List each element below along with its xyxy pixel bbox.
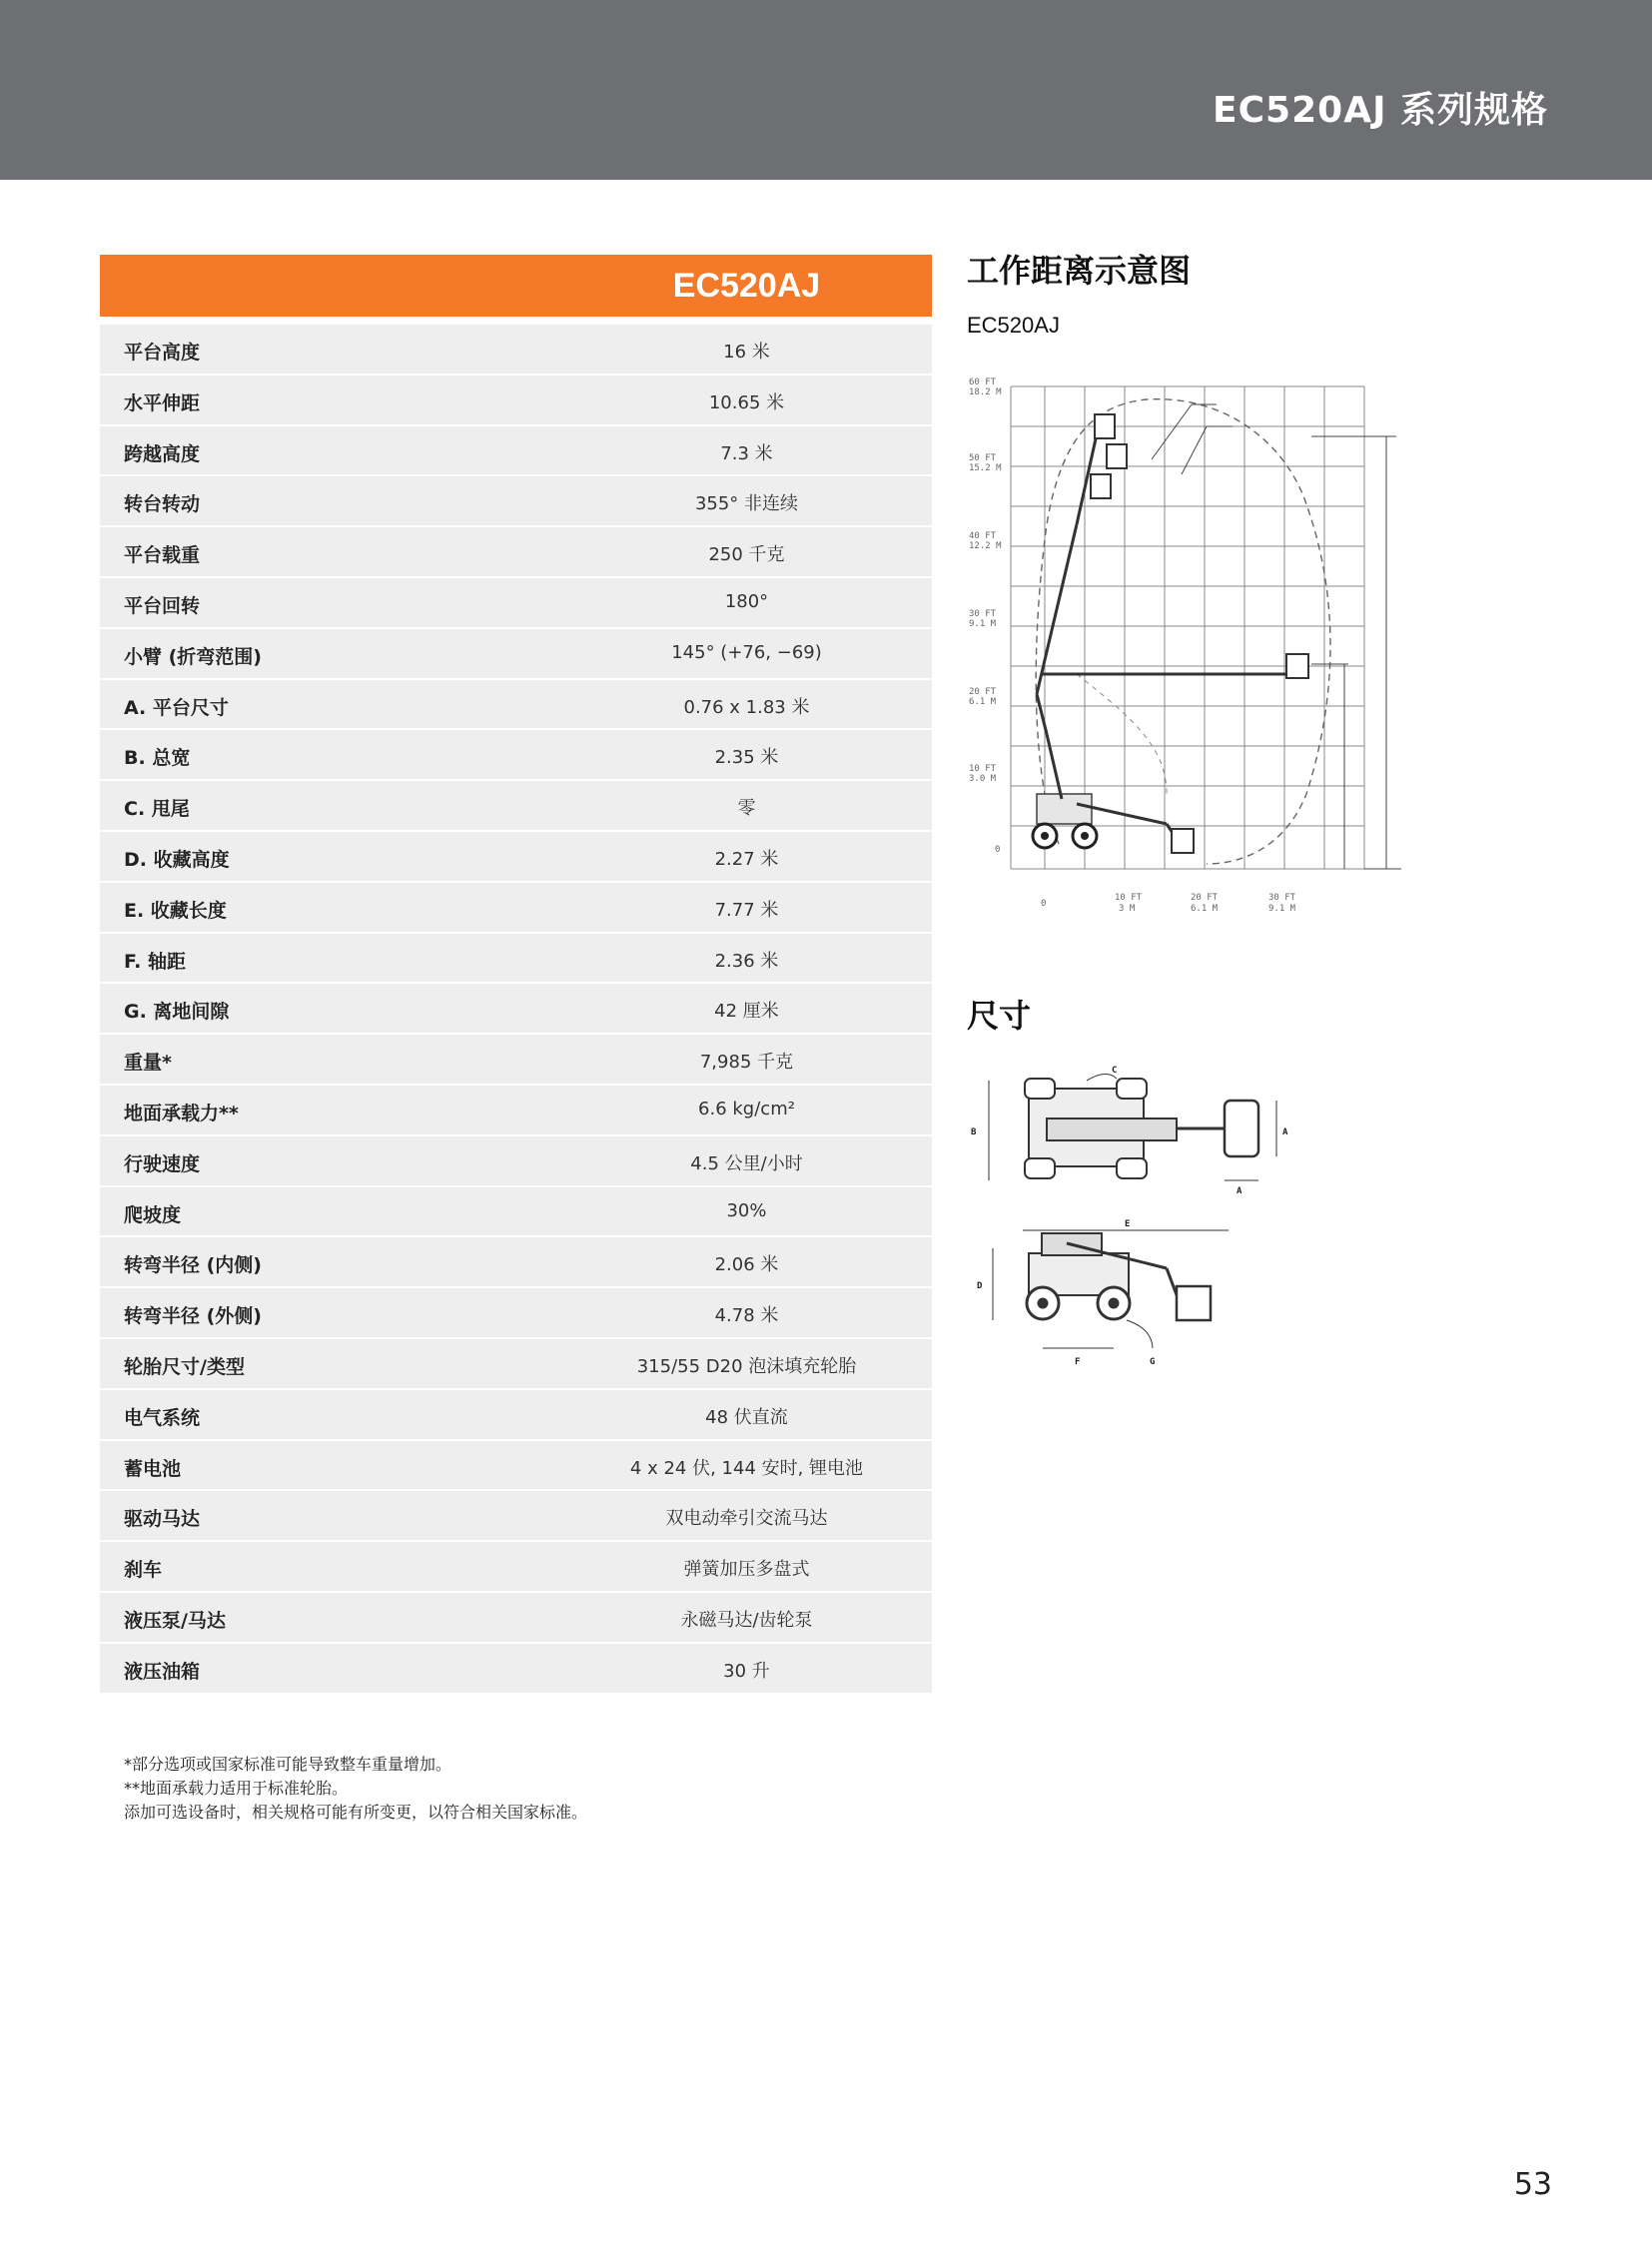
footnote-weight: *部分选项或国家标准可能导致整车重量增加。 bbox=[124, 1755, 452, 1774]
working-range-diagram bbox=[967, 374, 1446, 919]
spec-row bbox=[100, 934, 932, 985]
spec-row bbox=[100, 1593, 932, 1644]
spec-row bbox=[100, 527, 932, 578]
spec-value: 2.27 米 bbox=[714, 848, 779, 870]
spec-row bbox=[100, 781, 932, 832]
spec-row bbox=[100, 1542, 932, 1593]
spec-value: 7,985 千克 bbox=[699, 1052, 794, 1074]
svg-text:15.2 M: 15.2 M bbox=[969, 463, 1002, 473]
spec-value: 10.65 米 bbox=[708, 391, 785, 413]
spec-value: 4.78 米 bbox=[714, 1305, 779, 1327]
svg-text:50 FT: 50 FT bbox=[969, 453, 997, 463]
dimension-drawings bbox=[967, 1059, 1366, 1378]
spec-row bbox=[100, 1035, 932, 1086]
spec-value: 48 伏直流 bbox=[705, 1406, 788, 1428]
spec-label: 转弯半径 (外侧) bbox=[124, 1305, 262, 1328]
spec-value: 4.5 公里/小时 bbox=[690, 1152, 803, 1174]
svg-text:20 FT: 20 FT bbox=[969, 687, 997, 697]
spec-row bbox=[100, 375, 932, 426]
spec-value: 7.77 米 bbox=[714, 899, 779, 921]
spec-row bbox=[100, 476, 932, 527]
spec-value: 永磁马达/齿轮泵 bbox=[680, 1609, 813, 1631]
spec-value: 4 x 24 伏, 144 安时, 锂电池 bbox=[629, 1457, 864, 1479]
svg-text:D: D bbox=[977, 1281, 983, 1291]
spec-row bbox=[100, 1187, 932, 1238]
spec-label: 驱动马达 bbox=[124, 1508, 201, 1531]
spec-value: 16 米 bbox=[723, 342, 770, 363]
spec-row bbox=[100, 832, 932, 883]
svg-text:9.1 M: 9.1 M bbox=[969, 619, 997, 629]
spec-label: 行驶速度 bbox=[124, 1152, 201, 1175]
svg-text:18.2 M: 18.2 M bbox=[969, 387, 1002, 397]
spec-label: 转弯半径 (内侧) bbox=[124, 1254, 262, 1277]
spec-label: 转台转动 bbox=[124, 493, 201, 516]
spec-value: 弹簧加压多盘式 bbox=[683, 1559, 810, 1581]
working-range-model: EC520AJ bbox=[967, 313, 1060, 338]
spec-label: 平台载重 bbox=[124, 544, 201, 567]
header-banner bbox=[0, 0, 1652, 180]
svg-text:12.2 M: 12.2 M bbox=[969, 541, 1002, 551]
spec-row bbox=[100, 1390, 932, 1441]
spec-value: 145° (+76, −69) bbox=[671, 641, 822, 663]
spec-label: 水平伸距 bbox=[124, 391, 201, 414]
spec-table bbox=[100, 255, 932, 1695]
spec-value: 315/55 D20 泡沫填充轮胎 bbox=[636, 1355, 857, 1377]
spec-label: E. 收藏长度 bbox=[124, 899, 227, 922]
svg-text:B: B bbox=[971, 1127, 977, 1137]
spec-label: G. 离地间隙 bbox=[124, 1001, 230, 1024]
spec-row bbox=[100, 426, 932, 477]
spec-row bbox=[100, 1339, 932, 1390]
spec-row bbox=[100, 1288, 932, 1339]
page-number: 53 bbox=[1513, 2167, 1552, 2202]
spec-value: 2.35 米 bbox=[714, 747, 779, 769]
spec-label: 电气系统 bbox=[124, 1406, 201, 1429]
svg-text:0: 0 bbox=[1041, 899, 1047, 909]
svg-text:30 FT: 30 FT bbox=[969, 609, 997, 619]
svg-text:0: 0 bbox=[995, 845, 1001, 855]
spec-row bbox=[100, 1491, 932, 1542]
svg-text:3.0 M: 3.0 M bbox=[969, 774, 997, 784]
footnote-ground-pressure: **地面承载力适用于标准轮胎。 bbox=[124, 1779, 349, 1798]
page-title: EC520AJ 系列规格 bbox=[1213, 90, 1548, 131]
svg-text:F: F bbox=[1075, 1357, 1081, 1367]
svg-text:10 FT: 10 FT bbox=[1115, 893, 1143, 903]
side-view bbox=[993, 1230, 1229, 1348]
spec-value: 30 升 bbox=[723, 1660, 770, 1682]
spec-row bbox=[100, 1644, 932, 1695]
spec-row bbox=[100, 984, 932, 1035]
footnotes bbox=[124, 1753, 587, 1825]
dimensions-title: 尺寸 bbox=[967, 997, 1032, 1035]
spec-label: 平台回转 bbox=[124, 594, 201, 617]
footnote-optional-equipment: 添加可选设备时，相关规格可能有所变更，以符合相关国家标准。 bbox=[124, 1803, 588, 1822]
spec-row bbox=[100, 1237, 932, 1288]
spec-label: 小臂 (折弯范围) bbox=[124, 645, 262, 668]
svg-text:6.1 M: 6.1 M bbox=[1191, 904, 1219, 914]
spec-label: 跨越高度 bbox=[124, 442, 201, 465]
spec-row bbox=[100, 629, 932, 680]
spec-value: 6.6 kg/cm² bbox=[698, 1098, 795, 1120]
svg-text:6.1 M: 6.1 M bbox=[969, 697, 997, 707]
spec-value: 2.36 米 bbox=[714, 950, 779, 972]
spec-value: 0.76 x 1.83 米 bbox=[683, 696, 810, 718]
svg-text:30 FT: 30 FT bbox=[1268, 893, 1296, 903]
svg-text:40 FT: 40 FT bbox=[969, 531, 997, 541]
spec-value: 42 厘米 bbox=[714, 1001, 779, 1023]
spec-label: F. 轴距 bbox=[124, 950, 187, 973]
spec-row bbox=[100, 1086, 932, 1136]
spec-row bbox=[100, 578, 932, 629]
spec-label: B. 总宽 bbox=[124, 747, 191, 770]
spec-label: 平台高度 bbox=[124, 342, 201, 364]
svg-text:E: E bbox=[1125, 1219, 1131, 1229]
working-range-title: 工作距离示意图 bbox=[967, 252, 1192, 290]
spec-value: 7.3 米 bbox=[720, 442, 773, 464]
spec-label: 爬坡度 bbox=[124, 1203, 182, 1226]
spec-row bbox=[100, 730, 932, 781]
spec-value: 2.06 米 bbox=[714, 1254, 779, 1276]
spec-value: 355° 非连续 bbox=[694, 493, 799, 515]
svg-text:60 FT: 60 FT bbox=[969, 377, 997, 387]
spec-label: 轮胎尺寸/类型 bbox=[124, 1355, 245, 1378]
spec-row bbox=[100, 1136, 932, 1187]
spec-value: 180° bbox=[724, 590, 769, 612]
spec-label: 液压油箱 bbox=[124, 1660, 201, 1683]
svg-text:10 FT: 10 FT bbox=[969, 764, 997, 774]
spec-row bbox=[100, 1441, 932, 1492]
spec-label: 蓄电池 bbox=[124, 1457, 182, 1480]
spec-label: 地面承载力** bbox=[124, 1102, 239, 1124]
spec-label: 液压泵/马达 bbox=[124, 1609, 226, 1632]
spec-value: 双电动牵引交流马达 bbox=[665, 1508, 828, 1530]
spec-label: 重量* bbox=[124, 1052, 172, 1075]
svg-text:9.1 M: 9.1 M bbox=[1268, 904, 1296, 914]
spec-rows bbox=[100, 325, 932, 1695]
top-view bbox=[989, 1074, 1276, 1180]
spec-value: 30% bbox=[726, 1199, 767, 1221]
spec-label: C. 甩尾 bbox=[124, 798, 190, 821]
svg-text:G: G bbox=[1150, 1357, 1156, 1367]
spec-value: 250 千克 bbox=[708, 544, 785, 566]
spec-row bbox=[100, 325, 932, 375]
svg-text:3 M: 3 M bbox=[1119, 904, 1136, 914]
svg-text:C: C bbox=[1112, 1066, 1118, 1076]
spec-label: A. 平台尺寸 bbox=[124, 696, 229, 719]
spec-label: D. 收藏高度 bbox=[124, 848, 230, 871]
svg-text:20 FT: 20 FT bbox=[1191, 893, 1219, 903]
spec-row bbox=[100, 680, 932, 731]
spec-label: 刹车 bbox=[124, 1559, 163, 1582]
spec-row bbox=[100, 883, 932, 934]
svg-text:A: A bbox=[1237, 1186, 1242, 1196]
model-name: EC520AJ bbox=[672, 267, 821, 305]
svg-text:A: A bbox=[1282, 1127, 1288, 1137]
spec-table-header bbox=[100, 255, 932, 317]
spec-value: 零 bbox=[737, 798, 756, 820]
